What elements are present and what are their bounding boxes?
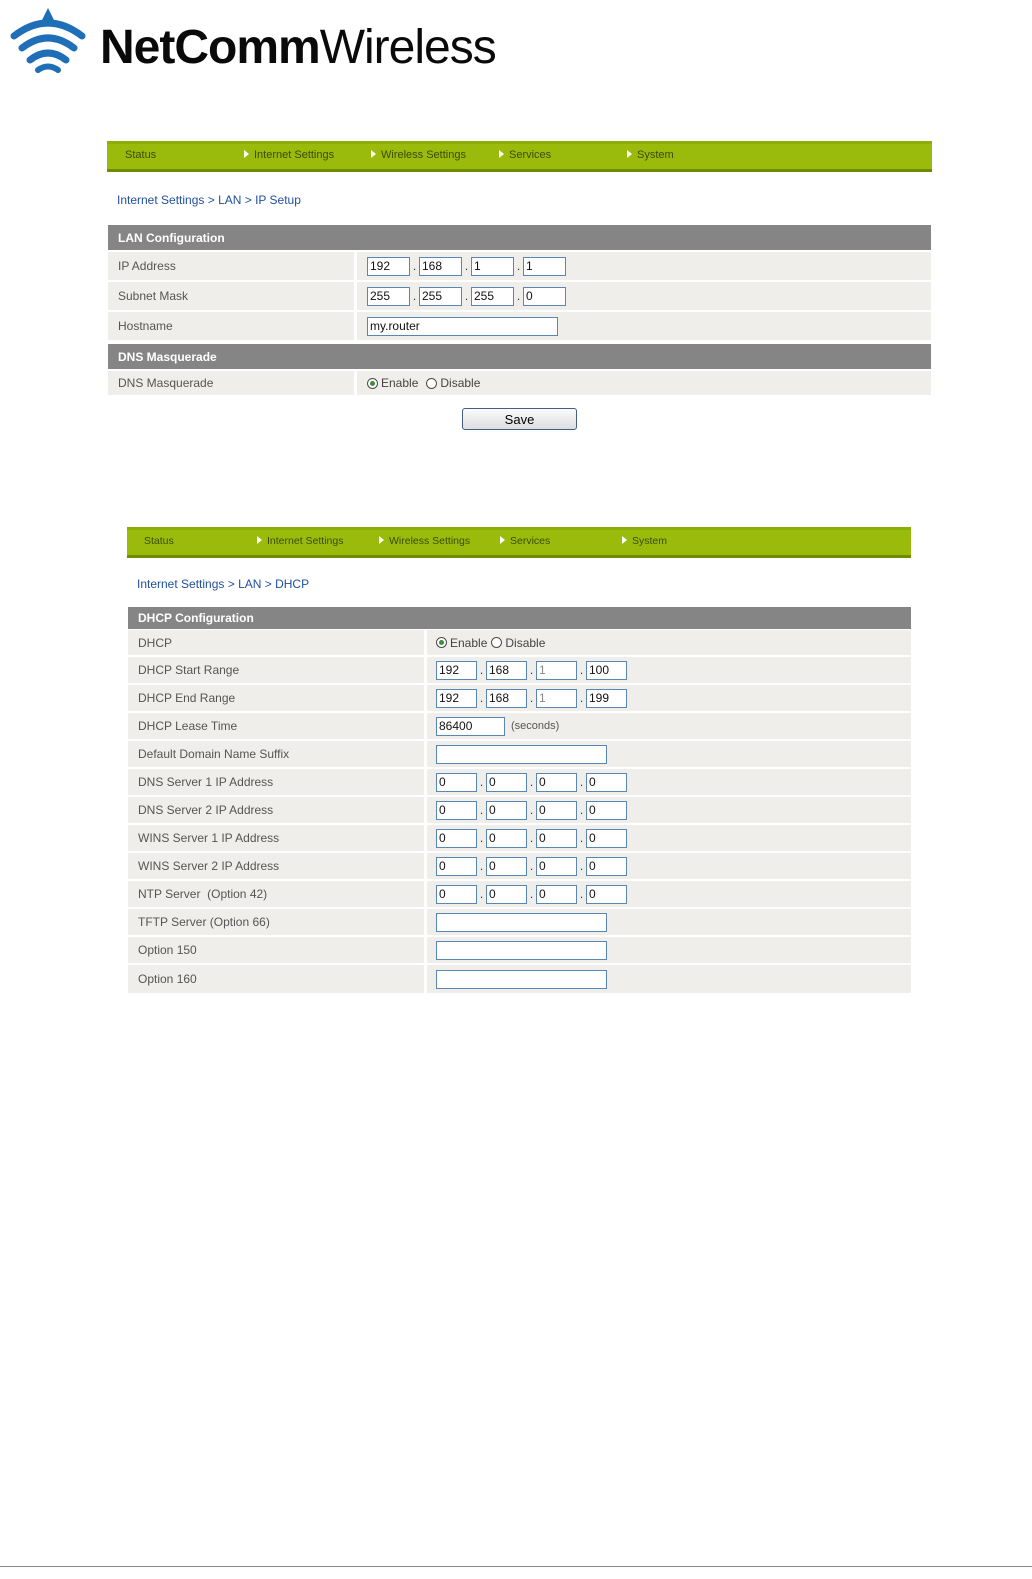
dhcp-enable-label: Enable xyxy=(450,635,488,650)
dns1-octet-4[interactable] xyxy=(586,773,627,792)
section-dhcp-configuration: DHCP Configuration xyxy=(128,607,911,629)
row-option-160 xyxy=(128,965,911,993)
ntp-server-field xyxy=(436,881,627,907)
mask-octet-1[interactable] xyxy=(367,287,410,306)
nav-internet-settings[interactable] xyxy=(244,149,334,161)
row-wins-server-1 xyxy=(128,825,911,853)
wins-server-1-label: WINS Server 1 IP Address xyxy=(138,831,280,845)
start-octet-1[interactable] xyxy=(436,661,477,680)
arrow-right-icon xyxy=(500,536,505,544)
dns-masq-disable-radio[interactable] xyxy=(426,378,437,389)
end-octet-4[interactable] xyxy=(586,689,627,708)
dns2-octet-2[interactable] xyxy=(486,801,527,820)
octet-separator: . xyxy=(479,663,484,677)
octet-separator: . xyxy=(579,887,584,901)
option-150-input[interactable] xyxy=(436,941,607,960)
column-divider xyxy=(424,881,427,907)
nav-status[interactable] xyxy=(144,535,174,547)
octet-separator: . xyxy=(479,775,484,789)
arrow-right-icon xyxy=(627,150,632,158)
nav-internet-settings-label: Internet Settings xyxy=(267,535,344,547)
octet-separator: . xyxy=(479,831,484,845)
ntp-octet-1[interactable] xyxy=(436,885,477,904)
row-domain-suffix xyxy=(128,741,911,769)
octet-separator: . xyxy=(479,859,484,873)
brand-name xyxy=(100,20,496,75)
nav-internet-settings[interactable] xyxy=(257,535,343,547)
dhcp-panel xyxy=(127,527,911,558)
dns-server-1-label: DNS Server 1 IP Address xyxy=(138,775,274,789)
row-dhcp-end-range xyxy=(128,685,911,713)
ip-octet-1[interactable] xyxy=(367,257,410,276)
octet-separator: . xyxy=(529,663,534,677)
octet-separator: . xyxy=(412,259,417,273)
nav-status-label: Status xyxy=(144,535,174,547)
subnet-mask-field xyxy=(367,282,566,310)
column-divider xyxy=(424,797,427,823)
dhcp-disable-radio[interactable] xyxy=(491,637,502,648)
octet-separator: . xyxy=(579,803,584,817)
dns-server-2-field xyxy=(436,797,627,823)
wins2-octet-4[interactable] xyxy=(586,857,627,876)
domain-suffix-field xyxy=(436,741,607,767)
section-dns-masquerade: DNS Masquerade xyxy=(108,344,931,369)
dns-masq-disable-label: Disable xyxy=(440,376,481,390)
dns-masq-enable-label: Enable xyxy=(381,376,419,390)
nav-system[interactable] xyxy=(622,535,667,547)
lease-time-unit: (seconds) xyxy=(511,720,560,732)
row-wins-server-2 xyxy=(128,853,911,881)
domain-suffix-label: Default Domain Name Suffix xyxy=(138,747,290,761)
column-divider xyxy=(354,312,357,340)
wins2-octet-3[interactable] xyxy=(536,857,577,876)
dns-server-2-label: DNS Server 2 IP Address xyxy=(138,803,274,817)
octet-separator: . xyxy=(479,691,484,705)
column-divider xyxy=(354,282,357,310)
wins2-octet-1[interactable] xyxy=(436,857,477,876)
row-subnet-mask xyxy=(108,282,931,312)
arrow-right-icon xyxy=(622,536,627,544)
option-160-input[interactable] xyxy=(436,970,607,989)
dns-server-1-field xyxy=(436,769,627,795)
octet-separator: . xyxy=(516,289,521,303)
dns2-octet-3[interactable] xyxy=(536,801,577,820)
column-divider xyxy=(424,630,427,655)
option-150-field xyxy=(436,937,607,963)
octet-separator: . xyxy=(529,859,534,873)
ntp-octet-2[interactable] xyxy=(486,885,527,904)
row-tftp-server xyxy=(128,909,911,937)
nav-services[interactable] xyxy=(499,149,551,161)
nav-status[interactable] xyxy=(125,149,156,161)
octet-separator: . xyxy=(464,289,469,303)
wifi-signal-icon xyxy=(10,6,86,76)
nav-system[interactable] xyxy=(627,149,674,161)
octet-separator: . xyxy=(516,259,521,273)
ip-octet-3[interactable] xyxy=(471,257,514,276)
octet-separator: . xyxy=(479,887,484,901)
row-dns-server-2 xyxy=(128,797,911,825)
brand-bold: NetComm xyxy=(100,21,320,74)
breadcrumb[interactable]: Internet Settings > LAN > DHCP xyxy=(137,577,310,591)
wins-server-2-label: WINS Server 2 IP Address xyxy=(138,859,280,873)
row-dhcp xyxy=(128,630,911,657)
column-divider xyxy=(424,713,427,739)
octet-separator: . xyxy=(579,831,584,845)
arrow-right-icon xyxy=(499,150,504,158)
arrow-right-icon xyxy=(379,536,384,544)
brand-light: Wireless xyxy=(319,21,496,74)
wins1-octet-3[interactable] xyxy=(536,829,577,848)
dhcp-lease-time-field xyxy=(436,713,559,739)
option-150-label: Option 150 xyxy=(138,943,197,957)
ntp-octet-4[interactable] xyxy=(586,885,627,904)
dns-masquerade-label: DNS Masquerade xyxy=(118,376,214,390)
nav-wireless-settings[interactable] xyxy=(379,535,470,547)
breadcrumb[interactable]: Internet Settings > LAN > IP Setup xyxy=(117,193,301,207)
nav-services[interactable] xyxy=(500,535,550,547)
row-dhcp-lease-time xyxy=(128,713,911,741)
nav-system-label: System xyxy=(637,149,674,161)
nav-status-label: Status xyxy=(125,149,157,161)
octet-separator: . xyxy=(529,887,534,901)
wins-server-2-field xyxy=(436,853,627,879)
octet-separator: . xyxy=(529,691,534,705)
ip-address-field xyxy=(367,252,566,280)
subnet-mask-label: Subnet Mask xyxy=(118,289,189,303)
nav-system-label: System xyxy=(632,535,668,547)
column-divider xyxy=(354,252,357,280)
hostname-label: Hostname xyxy=(118,319,173,333)
octet-separator: . xyxy=(579,663,584,677)
dhcp-disable-label: Disable xyxy=(505,635,546,650)
save-button[interactable]: Save xyxy=(462,408,577,430)
nav-services-label: Services xyxy=(509,149,552,161)
start-octet-2[interactable] xyxy=(486,661,527,680)
row-ip-address xyxy=(108,252,931,282)
column-divider xyxy=(424,657,427,683)
dhcp-end-range-label: DHCP End Range xyxy=(138,691,236,705)
tftp-server-label: TFTP Server (Option 66) xyxy=(138,915,270,929)
column-divider xyxy=(424,825,427,851)
wins-server-1-field xyxy=(436,825,627,851)
row-hostname xyxy=(108,312,931,342)
nav-wireless-settings-label: Wireless Settings xyxy=(389,535,471,547)
dhcp-options xyxy=(436,630,553,655)
column-divider xyxy=(424,937,427,963)
row-option-150 xyxy=(128,937,911,965)
dhcp-enable-radio[interactable] xyxy=(436,637,447,648)
option-160-label: Option 160 xyxy=(138,972,197,986)
dhcp-start-range-field xyxy=(436,657,627,683)
octet-separator: . xyxy=(464,259,469,273)
wins1-octet-2[interactable] xyxy=(486,829,527,848)
octet-separator: . xyxy=(579,859,584,873)
top-nav xyxy=(127,527,911,558)
tftp-server-input[interactable] xyxy=(436,913,607,932)
ip-octet-2[interactable] xyxy=(419,257,462,276)
octet-separator: . xyxy=(529,803,534,817)
wins1-octet-1[interactable] xyxy=(436,829,477,848)
ntp-octet-3[interactable] xyxy=(536,885,577,904)
row-dns-server-1 xyxy=(128,769,911,797)
column-divider xyxy=(424,909,427,935)
column-divider xyxy=(424,741,427,767)
column-divider xyxy=(424,685,427,711)
ntp-server-label: NTP Server (Option 42) xyxy=(138,887,268,901)
section-lan-configuration: LAN Configuration xyxy=(108,225,931,250)
arrow-right-icon xyxy=(244,150,249,158)
octet-separator: . xyxy=(579,691,584,705)
end-octet-2[interactable] xyxy=(486,689,527,708)
octet-separator: . xyxy=(479,803,484,817)
end-octet-3[interactable] xyxy=(536,689,577,708)
dhcp-lease-time-label: DHCP Lease Time xyxy=(138,719,238,733)
column-divider xyxy=(424,769,427,795)
domain-suffix-input[interactable] xyxy=(436,745,607,764)
row-ntp-server xyxy=(128,881,911,909)
option-160-field xyxy=(436,965,607,993)
top-nav xyxy=(107,141,932,172)
row-dns-masquerade xyxy=(108,371,931,397)
dns1-octet-3[interactable] xyxy=(536,773,577,792)
wins1-octet-4[interactable] xyxy=(586,829,627,848)
arrow-right-icon xyxy=(257,536,262,544)
end-octet-1[interactable] xyxy=(436,689,477,708)
dns2-octet-4[interactable] xyxy=(586,801,627,820)
hostname-input[interactable] xyxy=(367,317,558,336)
start-octet-3[interactable] xyxy=(536,661,577,680)
mask-octet-4[interactable] xyxy=(523,287,566,306)
octet-separator: . xyxy=(529,831,534,845)
dns-masquerade-options xyxy=(367,371,488,395)
octet-separator: . xyxy=(412,289,417,303)
column-divider xyxy=(354,371,357,395)
column-divider xyxy=(424,965,427,993)
start-octet-4[interactable] xyxy=(586,661,627,680)
row-dhcp-start-range xyxy=(128,657,911,685)
nav-internet-settings-label: Internet Settings xyxy=(254,149,335,161)
page-footer-divider xyxy=(0,1566,1032,1567)
dhcp-label: DHCP xyxy=(138,635,173,650)
octet-separator: . xyxy=(529,775,534,789)
lan-setup-panel xyxy=(107,141,932,172)
dns2-octet-1[interactable] xyxy=(436,801,477,820)
dns1-octet-2[interactable] xyxy=(486,773,527,792)
tftp-server-field xyxy=(436,909,607,935)
column-divider xyxy=(424,853,427,879)
hostname-field-wrap xyxy=(367,312,558,340)
netcomm-logo xyxy=(10,6,496,78)
mask-octet-3[interactable] xyxy=(471,287,514,306)
nav-services-label: Services xyxy=(510,535,551,547)
dns1-octet-1[interactable] xyxy=(436,773,477,792)
nav-wireless-settings-label: Wireless Settings xyxy=(381,149,466,161)
dhcp-end-range-field xyxy=(436,685,627,711)
wins2-octet-2[interactable] xyxy=(486,857,527,876)
octet-separator: . xyxy=(579,775,584,789)
lease-time-input[interactable] xyxy=(436,717,505,736)
ip-address-label: IP Address xyxy=(118,259,176,273)
arrow-right-icon xyxy=(371,150,376,158)
mask-octet-2[interactable] xyxy=(419,287,462,306)
nav-wireless-settings[interactable] xyxy=(371,149,466,161)
dhcp-start-range-label: DHCP Start Range xyxy=(138,663,240,677)
dns-masq-enable-radio[interactable] xyxy=(367,378,378,389)
ip-octet-4[interactable] xyxy=(523,257,566,276)
